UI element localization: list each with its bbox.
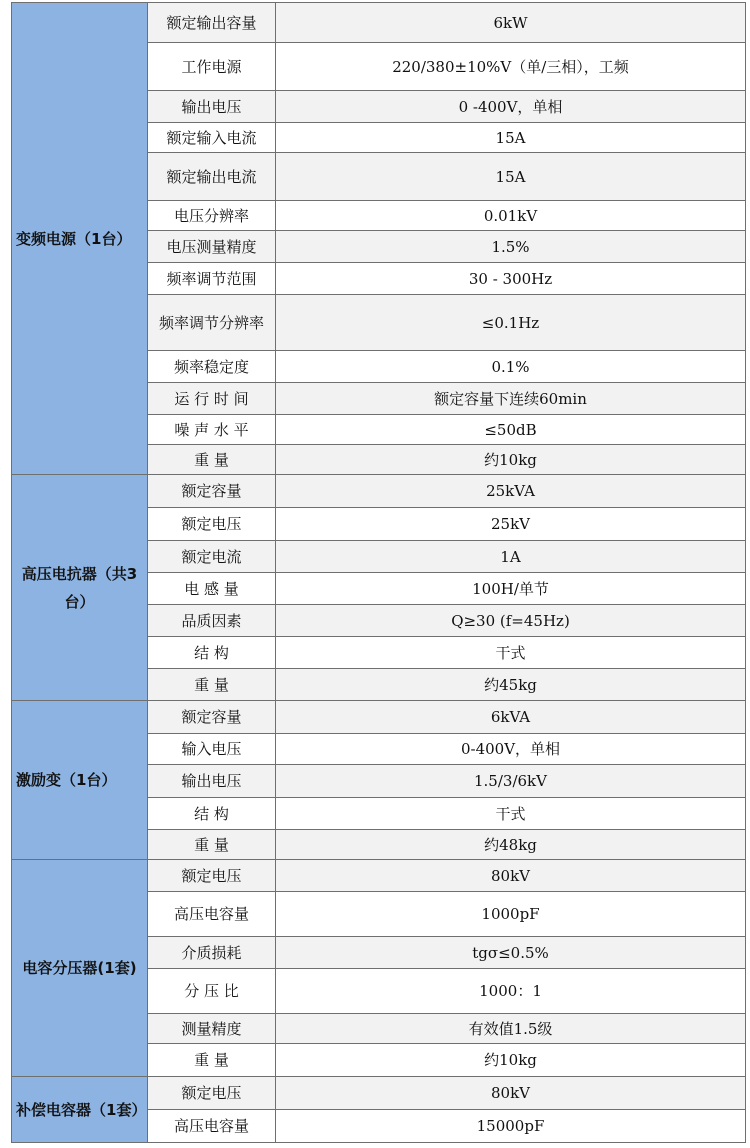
table-row [12, 701, 746, 734]
param-name: 额定输出电流 [148, 153, 276, 201]
param-value: 约10kg [276, 1044, 746, 1077]
param-value: 80kV [276, 860, 746, 892]
param-name: 频率调节范围 [148, 263, 276, 295]
param-name: 运 行 时 间 [148, 383, 276, 415]
param-value: 15A [276, 123, 746, 153]
param-name: 额定容量 [148, 475, 276, 508]
param-name: 介质损耗 [148, 937, 276, 969]
param-name: 输出电压 [148, 765, 276, 798]
param-value: 约45kg [276, 669, 746, 701]
param-value: 30 - 300Hz [276, 263, 746, 295]
group-name: 变频电源（1台） [12, 3, 148, 475]
param-value: 1.5/3/6kV [276, 765, 746, 798]
param-name: 品质因素 [148, 605, 276, 637]
param-name: 输入电压 [148, 734, 276, 765]
param-name: 重 量 [148, 1044, 276, 1077]
param-name: 频率调节分辨率 [148, 295, 276, 351]
param-name: 额定电压 [148, 508, 276, 541]
spec-table [11, 2, 746, 1143]
param-value: 1A [276, 541, 746, 573]
param-value: 1.5% [276, 231, 746, 263]
param-value: 6kW [276, 3, 746, 43]
param-value: 干式 [276, 798, 746, 830]
param-value: 有效值1.5级 [276, 1014, 746, 1044]
param-name: 额定容量 [148, 701, 276, 734]
table-row [12, 3, 746, 43]
param-name: 额定电压 [148, 1077, 276, 1110]
param-value: 干式 [276, 637, 746, 669]
param-name: 频率稳定度 [148, 351, 276, 383]
param-name: 输出电压 [148, 91, 276, 123]
param-value: 25kVA [276, 475, 746, 508]
table-row [12, 1077, 746, 1110]
param-name: 结 构 [148, 798, 276, 830]
param-name: 电压分辨率 [148, 201, 276, 231]
param-name: 额定电流 [148, 541, 276, 573]
param-value: tgσ≤0.5% [276, 937, 746, 969]
param-value: 220/380±10%V（单/三相），工频 [276, 43, 746, 91]
group-name: 补偿电容器（1套） [12, 1077, 148, 1143]
param-name: 噪 声 水 平 [148, 415, 276, 445]
param-value: 100H/单节 [276, 573, 746, 605]
param-name: 重 量 [148, 830, 276, 860]
table-row [12, 860, 746, 892]
param-value: 约48kg [276, 830, 746, 860]
group-name: 高压电抗器（共3台） [12, 475, 148, 701]
group-name: 激励变（1台） [12, 701, 148, 860]
param-value: 80kV [276, 1077, 746, 1110]
param-value: 0.01kV [276, 201, 746, 231]
param-value: 额定容量下连续60min [276, 383, 746, 415]
param-name: 重 量 [148, 445, 276, 475]
param-value: 0.1% [276, 351, 746, 383]
spec-table-body [12, 3, 746, 1143]
param-name: 额定输出容量 [148, 3, 276, 43]
param-value: 1000：1 [276, 969, 746, 1014]
param-value: 6kVA [276, 701, 746, 734]
param-name: 测量精度 [148, 1014, 276, 1044]
param-name: 工作电源 [148, 43, 276, 91]
param-value: ≤50dB [276, 415, 746, 445]
param-name: 重 量 [148, 669, 276, 701]
table-row [12, 475, 746, 508]
param-value: Q≥30 (f=45Hz) [276, 605, 746, 637]
param-name: 分 压 比 [148, 969, 276, 1014]
param-value: 15000pF [276, 1110, 746, 1143]
param-name: 电 感 量 [148, 573, 276, 605]
param-value: ≤0.1Hz [276, 295, 746, 351]
param-value: 1000pF [276, 892, 746, 937]
param-value: 15A [276, 153, 746, 201]
param-value: 约10kg [276, 445, 746, 475]
param-name: 结 构 [148, 637, 276, 669]
param-value: 25kV [276, 508, 746, 541]
param-name: 电压测量精度 [148, 231, 276, 263]
param-value: 0-400V，单相 [276, 734, 746, 765]
param-name: 高压电容量 [148, 1110, 276, 1143]
param-value: 0 -400V，单相 [276, 91, 746, 123]
param-name: 额定输入电流 [148, 123, 276, 153]
param-name: 高压电容量 [148, 892, 276, 937]
group-name: 电容分压器(1套) [12, 860, 148, 1077]
param-name: 额定电压 [148, 860, 276, 892]
